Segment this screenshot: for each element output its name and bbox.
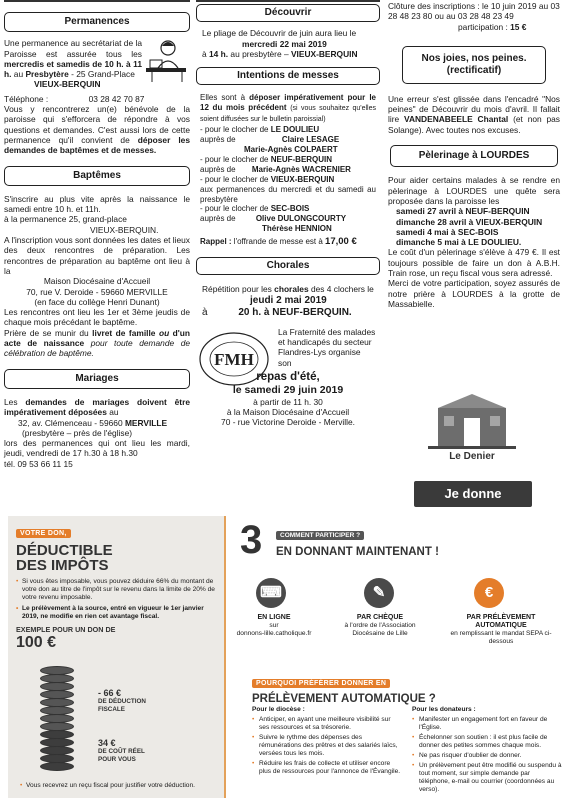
ways-online-title: EN LIGNE [257,614,291,621]
column-right [384,0,564,501]
joies-name: VANDENABEELE Chantal [404,114,509,125]
intentions-title: Intentions de messes [196,67,380,85]
prelevement-diocese-item-2: Suivre le rythme des dépenses des rémunérations des prêtres et des salariés laïcs, versées tous les mois. [259,734,398,757]
mariages-p1-bold: demandes de mariages doivent être impérativement déposées [4,396,190,418]
pelerinage-d3: samedi 4 mai à SEC-BOIS [396,226,499,237]
intentions-l9-name: Olive DULONGCOURTY [255,214,347,224]
decouvrir-p2-start: à [202,48,207,59]
baptemes-p4-end: pour toute demande de célébration de baptême. [4,338,191,359]
intentions-l6: - pour le clocher de [200,174,269,184]
intentions-l5-name: Marie-Agnès WACRENIER [251,164,351,174]
intentions-p1-end: (si vous souhaitez qu'elles soient diffusées sur le bulletin paroissial) [200,105,376,124]
baptemes-p4-start: Prière de se munir du [4,327,89,338]
don-deduction-amount: - 66 € [98,688,122,698]
intentions-rappel: l'offrande de messe est à [233,237,323,247]
prelevement-headline: PRÉLÈVEMENT AUTOMATIQUE ? [252,693,436,705]
column-left [4,0,190,469]
cloture-participation: 15 € [510,21,527,32]
mariages-tel: tél. 09 53 66 11 15 [4,458,73,469]
baptemes-house3: (en face du collège Henri Dunant) [34,296,160,307]
pelerinage-p2: Le coût d'un pèlerinage s'élève à 479 €. Il est toujours possible de faire un don à A.B.H. Train rose, un reçu fiscal vous sera adressé. [388,247,560,279]
fmh-place2: 70 - rue Victorine Deroide - Merville. [221,417,355,428]
don-bullet-2: Le prélèvement à la source, entré en vigueur le 1er janvier 2019, ne modifie en rien cet avantage fiscal. [22,605,204,620]
don-example-label: EXEMPLE POUR UN DON DE [16,625,116,634]
chorales-p2-bold: 20 h. [238,306,262,318]
ways-cheque-title: PAR CHÈQUE [356,614,404,621]
baptemes-title: Baptêmes [4,166,190,186]
prelevement-section [252,672,562,705]
permanences-place: Presbytère [25,69,69,80]
pelerinage-p1: Pour aider certains malades à se rendre en pèlerinage à LOURDES une quête sera proposée dans la paroisse les [388,175,560,206]
don-bullet-1: Si vous êtes imposable, vous pouvez déduire 66% du montant de votre don au titre de l'impôt sur le revenu dans la limite de 20% de votre revenu imposable. [22,578,215,601]
don-title2: DES IMPÔTS [16,557,109,574]
mariages-address2: (presbytère – près de l'église) [22,427,133,438]
permanences-phone: 03 28 42 70 87 [88,93,145,104]
permanences-body: Vous y rencontrerez un(e) bénévole de la paroisse qui s'efforcera de répondre à vos questions et demandes. C'est aussi lors de cette permanence qu'il convient de [4,104,190,145]
mariages-p1-start: Les [4,396,18,407]
intentions-l9: auprès de [200,214,236,224]
prelevement-diocese-item-1: Anticiper, en ayant une meilleure visibilité sur ses ressources et sa trésorerie. [259,716,391,731]
pelerinage-section [384,175,564,309]
permanences-title: Permanences [4,12,190,32]
computer-icon: ⌨ [256,578,286,608]
decouvrir-section [196,28,380,59]
don-cost-amount: 34 € [98,738,116,748]
cloture-participation-label: participation : [458,21,508,32]
intentions-l1-place: LE DOULIEU [270,125,320,135]
don-receipt: Vous recevrez un reçu fiscal pour justifier votre déduction. [26,782,195,789]
intentions-l2: auprès de [200,135,236,145]
mariages-address1-town: MERVILLE [124,417,168,428]
prelevement-donors-label: Pour les donateurs : [412,706,476,713]
joies-section [384,94,564,135]
cheque-icon: ✎ [364,578,394,608]
chorales-date: jeudi 2 mai 2019 [250,294,327,306]
pelerinage-title: Pèlerinage à LOURDES [390,145,558,167]
intentions-p1-bold: déposer impérativement pour le 12 du mois précédent [200,93,376,113]
decouvrir-date: mercredi 22 mai 2019 [242,38,327,49]
pelerinage-d4: dimanche 5 mai à LE DOULIEU. [396,237,522,248]
chorales-p2-end: à NEUF-BERQUIN. [263,306,352,318]
decouvrir-p1: Le pliage de Découvrir de juin aura lieu le [202,28,357,39]
prelevement-donors-item-3: Ne pas risquer d'oublier de donner. [419,752,522,759]
fmh-date: le samedi 29 juin 2019 [232,383,344,396]
baptemes-house2: 70, rue V. Deroide - 59660 MERVILLE [26,286,168,297]
intentions-l3-name: Marie-Agnès COLPAERT [244,145,338,155]
mariages-title: Mariages [4,369,190,389]
don-example-amount: 100 € [16,634,57,651]
intentions-l2-name: Claire LESAGE [281,135,340,145]
intentions-section [196,93,380,247]
baptemes-section [4,194,190,359]
ways-prelevement-sub: en remplissant le mandat SEPA ci-dessous [450,630,552,645]
intentions-l8: - pour le clocher de [200,204,269,214]
fmh-place1: à la Maison Diocésaine d'Accueil [226,407,350,418]
permanences-body-bold: déposer les demandes de baptêmes et de messes. [4,134,190,156]
secretary-illustration [142,38,188,82]
intentions-rappel-label: Rappel : [200,237,232,247]
pelerinage-p3: Merci de votre participation, soyez assurés de notre prière à LOURDES à la grotte de Massabielle. [388,278,560,309]
fmh-text: La Fraternité des malades et handicapés du secteur Flandres-Lys organise son [278,326,376,368]
intentions-l4: - pour le clocher de [200,154,269,164]
baptemes-p1-town: VIEUX-BERQUIN. [90,224,159,235]
ways-number: 3 [240,518,263,562]
mariages-section [4,397,190,469]
je-donne-button[interactable]: Je donne [414,481,532,507]
baptemes-p1: S'inscrire au plus vite après la naissance le samedi entre 10 h. et 11h. [4,193,190,215]
intentions-l1: - pour le clocher de [200,125,269,135]
intentions-l4-place: NEUF-BERQUIN [270,154,333,164]
mariages-p1-end: au [109,407,119,418]
prelevement-diocese-label: Pour le diocèse : [252,706,305,713]
permanences-section [4,38,190,155]
intentions-l7: aux permanences du mercredi et du samedi au presbytère [200,184,376,204]
permanences-address: - 25 Grand-Place [71,69,135,80]
don-title1: DÉDUCTIBLE [16,542,113,559]
joies-p2: (et non pas Solange). Avec toutes nos excuses. [388,114,560,135]
prelevement-donors-item-2: Échelonner son soutien : il est plus facile de donner des petites sommes chaque mois. [419,734,548,749]
ways-pill: COMMENT PARTICIPER ? [276,531,364,540]
pelerinage-d1: samedi 27 avril à NEUF-BERQUIN [396,206,530,217]
euro-transfer-icon: € [474,578,504,608]
svg-text:FMH: FMH [214,349,254,369]
ways-online-url[interactable]: donnons-lille.catholique.fr [236,630,312,637]
permanences-intro: Une permanence au secrétariat de la Paroisse est assurée tous les [4,38,142,59]
baptemes-p4-bold: livret de famille [92,327,156,338]
baptemes-p1-place: à la permanence 25, grand-place [4,214,127,225]
pelerinage-d2: dimanche 28 avril à VIEUX-BERQUIN [396,216,543,227]
joies-title1: Nos joies, nos peines. [421,52,527,64]
joies-p1: Une erreur s'est glissée dans l'encadré "Nos peines" de Découvrir du mois d'avril. Il fallait lire [388,93,560,125]
prelevement-donors-item-4: Un prélèvement peut être modifié ou suspendu à tout moment, sur simple demande par téléphone, e-mail ou courrier (coordonnées au verso). [419,762,562,793]
decouvrir-p2-end: au presbytère – [230,48,289,59]
chorales-p1-start: Répétition pour les [202,284,272,295]
decouvrir-p2-bold: 14 h. [209,48,229,59]
intentions-p1-start: Elles sont à [200,93,246,103]
decouvrir-p2-town: VIEUX-BERQUIN [290,48,358,59]
chorales-p1-bold: chorales [274,284,309,295]
chorales-section [196,284,380,318]
column-middle [196,0,380,428]
denier-brand: Le Denier [449,451,495,463]
cloture-section [384,1,564,32]
tax-deduction-panel: VOTRE DON, DÉDUCTIBLE DES IMPÔTS • Si vous êtes imposable, vous pouvez déduire 66% du montant de votre don au titre de l'impôt sur le revenu dans la limite de 20% de votre revenu imposable. • Le prélèvement à la source, entré en vigueur le 1er janvier 2019, ne modifie en rien cet avantage fiscal. EXEMPLE POUR UN DON DE 100 € - 66 € DE DÉDUCTION FISCALE 34 € DE COÛT RÉEL POUR VOUS • Vous recevrez un reçu fiscal pour justifier votre déduction. [8,516,226,798]
intentions-amount: 17,00 € [325,236,357,248]
baptemes-p4-mid: ou [158,327,170,338]
don-pill: VOTRE DON, [16,529,71,538]
don-cost-label: DE COÛT RÉEL POUR VOUS [98,748,145,763]
denier-logo [424,392,520,470]
intentions-l8-place: SEC-BOIS [270,204,310,214]
permanences-place-prefix: au [13,69,24,80]
don-deduction-label: DE DÉDUCTION FISCALE [98,698,146,713]
baptemes-p4-bold2: d'un acte de naissance [4,327,191,349]
coin-stack-icon [36,666,86,778]
permanences-phone-label: Téléphone : [4,93,49,104]
prelevement-donors-item-1: Manifester un engagement fort en faveur de l'Église. [419,716,548,731]
joies-title [402,46,546,84]
permanences-town: VIEUX-BERQUIN [34,79,101,90]
baptemes-p3: Les rencontres ont lieu les 1er et 3ème jeudis de chaque mois précédant le baptême. [4,307,190,328]
chorales-title: Chorales [196,257,380,275]
mariages-p2: lors des permanences qui ont lieu les mardi, jeudi, vendredi de 17 h.30 à 18 h.30 [4,438,190,459]
baptemes-house1: Maison Diocésaine d'Accueil [43,276,151,287]
fmh-logo [198,331,270,387]
permanences-days: mercredis et samedis [4,58,90,69]
prelevement-pill: POURQUOI PRÉFÉRER DONNER EN [252,679,390,688]
chorales-p2-start: à [202,306,208,318]
permanences-hours: de 10 h. à 11 h. [4,58,142,80]
fmh-event: repas d'été, [256,370,320,383]
ways-online-sub: sur [269,622,279,629]
decouvrir-title: Découvrir [196,4,380,22]
fmh-time: à partir de 11 h. 30 [253,396,323,407]
mariages-address1: 32, av. Clémenceau - 59660 [18,417,123,428]
baptemes-p2: A l'inscription vous sont données les dates et lieux des deux rencontres de préparation. Les rencontres de préparation au baptême ont lieu à la [4,235,190,276]
ways-prelevement-title: PAR PRÉLÈVEMENT AUTOMATIQUE [466,614,536,629]
prelevement-diocese-item-3: Réduire les frais de collecte et utiliser encore plus de ressources pour l'annonce de l'Évangile. [259,760,401,775]
fmh-section [196,327,380,428]
joies-title2: (rectificatif) [446,64,502,76]
ways-headline: EN DONNANT MAINTENANT ! [276,546,439,558]
church-icon [424,392,520,450]
intentions-l5: auprès de [200,164,236,174]
chorales-p1-end: des 4 clochers le [310,284,374,295]
intentions-l6-place: VIEUX-BERQUIN [270,174,335,184]
denier-flyer: VOTRE DON, DÉDUCTIBLE DES IMPÔTS • Si vous êtes imposable, vous pouvez déduire 66% du montant de votre don au titre de l'impôt sur le revenu dans la limite de 20% de votre revenu imposable. • Le prélèvement à la source, entré en vigueur le 1er janvier 2019, ne modifie en rien cet avantage fiscal. EXEMPLE POUR UN DON DE 100 € - 66 € DE DÉDUCTION FISCALE 34 € DE COÛT RÉEL POUR VOUS • Vous recevrez un reçu fiscal pour justifier votre déduction. 3 COMMENT PARTICIPER ? EN DONNANT MAINTENANT ! ⌨ ✎ € EN LIGNE sur donnons-lille.catholique.fr PAR CHÈQUE à l'ordre de l'Association Diocésaine de Lille PAR PRÉLÈVEMENT AUTOMATIQUE en remplissant le mandat SEPA ci-dessous POURQUOI PRÉFÉRER DONNER EN PRÉLÈVEMENT AUTOMATIQUE ? Pour le diocèse : • Anticiper, en ayant une meilleure visibilité sur ses ressources et sa trésorerie. • Suivre le rythme des dépenses des rémunérations des prêtres et des salariés laïcs, versées tous les mois. • Réduire les frais de collecte et utiliser encore plus de ressources pour l'annonce de l'Évangile. Pour les donateurs : • Manifester un engagement fort en faveur de l'Église. • Échelonner son soutien : il est plus facile de donner des petites sommes chaque mois. • Ne pas risquer d'oublier de donner. • Un prélèvement peut être modifié ou suspendu à tout moment, sur simple demande par téléphone, e-mail ou courrier (coordonnées au verso). [0,514,567,800]
intentions-l10-name: Thérèse HENNION [262,224,332,234]
cloture-text: Clôture des inscriptions : le 10 juin 2019 au 03 28 48 23 80 ou au 03 28 48 23 49 [388,1,560,22]
ways-cheque-sub: à l'ordre de l'Association Diocésaine de Lille [344,622,416,637]
